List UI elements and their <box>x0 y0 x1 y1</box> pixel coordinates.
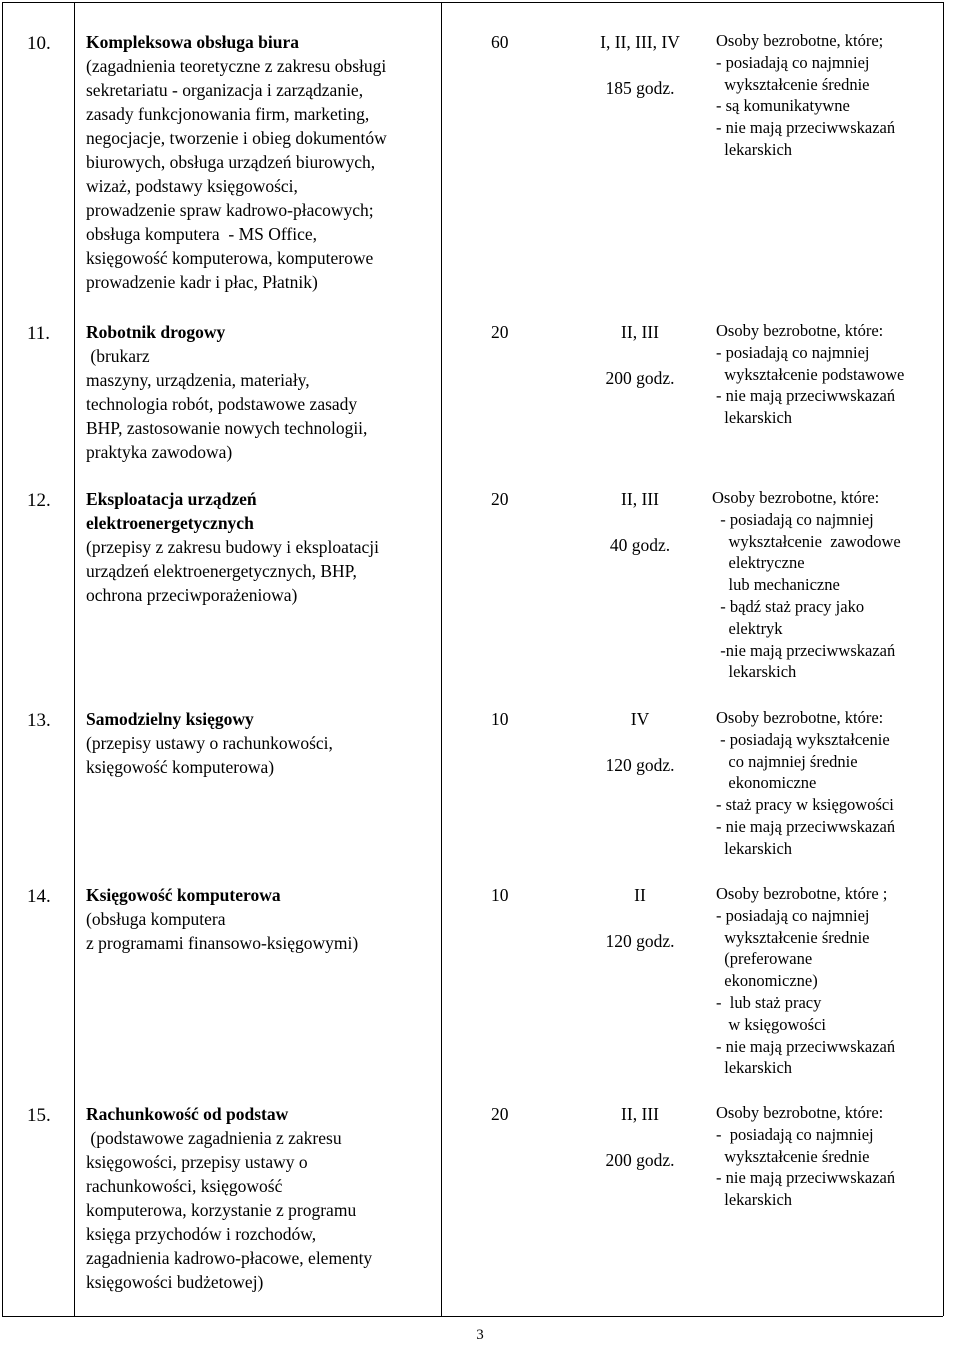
requirement-line: - posiadają co najmniej <box>716 342 870 362</box>
requirement-line: w księgowości <box>716 1014 826 1034</box>
participant-count: 10 <box>491 709 509 729</box>
course-hours: 40 godz. <box>609 535 671 555</box>
requirement-line: - nie mają przeciwwskazań <box>716 386 896 406</box>
course-description-line: księgowość komputerowa) <box>86 757 275 777</box>
course-description-line: wizaż, podstawy księgowości, <box>86 176 298 196</box>
requirement-line: - posiadają co najmniej <box>716 905 870 925</box>
course-description-line: (podstawowe zagadnienia z zakresu <box>86 1128 342 1148</box>
course-description-line: prowadzenie spraw kadrowo-płacowych; <box>86 200 374 220</box>
quarter: II, III <box>621 489 659 509</box>
requirement-line: wykształcenie podstawowe <box>716 364 905 384</box>
course-description-line: księgowość komputerowa, komputerowe <box>86 248 374 268</box>
requirement-line: Osoby bezrobotne, które: <box>716 708 884 727</box>
requirement-line: lekarskich <box>716 1190 793 1210</box>
requirement-line: lekarskich <box>716 1058 793 1078</box>
course-hours: 200 godz. <box>605 368 675 388</box>
requirement-line: wykształcenie zawodowe <box>712 531 901 551</box>
course-title: Kompleksowa obsługa biura <box>86 32 299 52</box>
requirement-line: - nie mają przeciwwskazań <box>716 1036 896 1056</box>
quarter: II, III <box>621 1104 659 1124</box>
course-description-line: (brukarz <box>86 346 150 366</box>
participant-count: 20 <box>491 322 509 342</box>
row-number: 13. <box>27 710 51 731</box>
row-number: 12. <box>27 490 51 511</box>
requirement-line: - lub staż pracy <box>716 993 822 1012</box>
participant-count: 60 <box>491 32 509 52</box>
course-description-line: (przepisy z zakresu budowy i eksploatacji <box>86 537 380 557</box>
requirement-line: elektryczne <box>712 553 805 573</box>
course-description-line: obsługa komputera - MS Office, <box>86 224 318 244</box>
course-description-line: urządzeń elektroenergetycznych, BHP, <box>86 561 357 581</box>
course-description-line: rachunkowości, księgowość <box>86 1176 283 1196</box>
course-description-line: sekretariatu - organizacja i zarządzanie, <box>86 80 364 100</box>
row-number: 10. <box>27 33 51 54</box>
course-description-line: (obsługa komputera <box>86 909 226 929</box>
course-description-line: (zagadnienia teoretyczne z zakresu obsługi <box>86 56 387 76</box>
participant-count: 20 <box>491 489 509 509</box>
course-hours: 120 godz. <box>605 755 675 775</box>
quarter: II <box>634 885 646 905</box>
row-number: 14. <box>27 886 51 907</box>
course-description-line: księgowości, przepisy ustawy o <box>86 1152 308 1172</box>
requirement-line: Osoby bezrobotne, które: <box>716 321 884 340</box>
requirement-line: wykształcenie średnie <box>716 74 870 94</box>
course-description-line: zagadnienia kadrowo-płacowe, elementy <box>86 1248 373 1268</box>
course-title: Księgowość komputerowa <box>86 885 281 905</box>
requirement-line: wykształcenie średnie <box>716 927 870 947</box>
row-number: 11. <box>27 323 51 344</box>
table-border-top <box>2 2 943 3</box>
quarter: I, II, III, IV <box>600 32 680 52</box>
course-hours: 200 godz. <box>605 1150 675 1170</box>
course-description-line: zasady funkcjonowania firm, marketing, <box>86 104 370 124</box>
requirement-line: lekarskich <box>712 662 797 682</box>
course-title: Samodzielny księgowy <box>86 709 254 729</box>
requirement-line: -nie mają przeciwwskazań <box>712 640 896 660</box>
course-description-line: prowadzenie kadr i płac, Płatnik) <box>86 272 318 292</box>
requirement-line: lub mechaniczne <box>712 575 840 595</box>
course-title: Robotnik drogowy <box>86 322 226 342</box>
requirement-line: - nie mają przeciwwskazań <box>716 118 896 138</box>
requirement-line: Osoby bezrobotne, które ; <box>716 884 888 903</box>
requirement-line: wykształcenie średnie <box>716 1146 870 1166</box>
table-border-bottom <box>2 1316 943 1317</box>
requirement-line: - posiadają wykształcenie <box>716 729 890 749</box>
course-title: Eksploatacja urządzeń <box>86 489 257 509</box>
row-number: 15. <box>27 1105 51 1126</box>
requirement-line: lekarskich <box>716 838 793 858</box>
quarter: IV <box>630 709 650 729</box>
column-divider <box>74 2 75 1316</box>
course-description-line: negocjacje, tworzenie i obieg dokumentów <box>86 128 387 148</box>
requirement-line: - staż pracy w księgowości <box>716 795 894 815</box>
participant-count: 20 <box>491 1104 509 1124</box>
requirement-line: (preferowane <box>716 949 813 969</box>
course-description-line: BHP, zastosowanie nowych technologii, <box>86 418 368 438</box>
requirement-line: - posiadają co najmniej <box>712 509 874 529</box>
course-title: Rachunkowość od podstaw <box>86 1104 289 1124</box>
table-border-left <box>2 2 3 1316</box>
page-number: 3 <box>476 1327 484 1343</box>
requirement-line: elektryk <box>712 618 783 638</box>
participant-count: 10 <box>491 885 509 905</box>
requirement-line: lekarskich <box>716 408 793 428</box>
course-hours: 120 godz. <box>605 931 675 951</box>
course-description-line: komputerowa, korzystanie z programu <box>86 1200 357 1220</box>
requirement-line: - bądź staż pracy jako <box>712 597 865 616</box>
course-title-cont: elektroenergetycznych <box>86 513 254 533</box>
requirement-line: lekarskich <box>716 140 793 159</box>
course-description-line: (przepisy ustawy o rachunkowości, <box>86 733 333 753</box>
requirement-line: - posiadają co najmniej <box>716 52 870 72</box>
requirement-line: - są komunikatywne <box>716 96 850 116</box>
table-border-right <box>943 2 944 1316</box>
requirement-line: co najmniej średnie <box>716 751 858 771</box>
requirement-line: ekonomiczne <box>716 773 817 793</box>
course-description-line: biurowych, obsługa urządzeń biurowych, <box>86 152 376 172</box>
course-description-line: praktyka zawodowa) <box>86 442 233 462</box>
course-description-line: z programami finansowo-księgowymi) <box>86 933 359 953</box>
course-description-line: maszyny, urządzenia, materiały, <box>86 370 310 390</box>
course-description-line: księga przychodów i rozchodów, <box>86 1224 317 1244</box>
requirement-line: - nie mają przeciwwskazań <box>716 817 896 836</box>
requirement-line: ekonomiczne) <box>716 971 818 991</box>
requirement-line: Osoby bezrobotne, które: <box>712 488 880 507</box>
column-divider <box>441 2 442 1316</box>
course-description-line: księgowości budżetowej) <box>86 1272 264 1292</box>
course-hours: 185 godz. <box>605 78 675 98</box>
requirement-line: - nie mają przeciwwskazań <box>716 1168 896 1188</box>
course-description-line: technologia robót, podstawowe zasady <box>86 394 358 414</box>
requirement-line: Osoby bezrobotne, które: <box>716 1103 884 1122</box>
requirement-line: Osoby bezrobotne, które; <box>716 31 884 50</box>
course-description-line: ochrona przeciwporażeniowa) <box>86 585 298 605</box>
quarter: II, III <box>621 322 659 342</box>
requirement-line: - posiadają co najmniej <box>716 1124 874 1144</box>
